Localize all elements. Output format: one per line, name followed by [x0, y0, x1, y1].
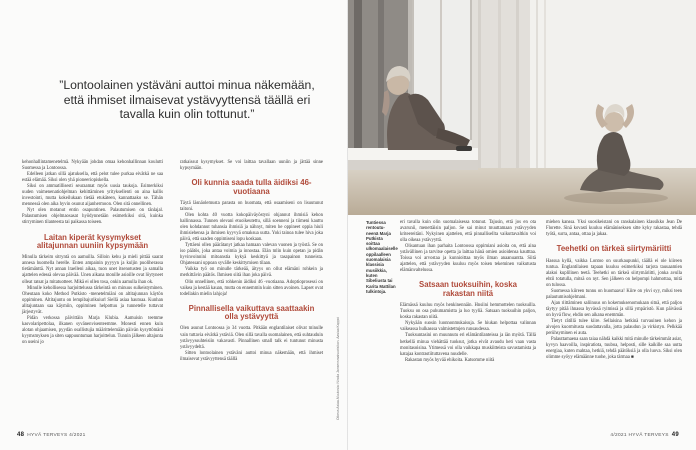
paragraph: Nyt olen motanut entin osapuntinen. Palautumisen on tänlajal. Palautumisen ohjelmaosasat hyödynnetään esimerkiksi sitä, kuinka stirryminen tilanteesta tai paikassa toiseen. [22, 208, 163, 226]
paragraph: Pidän verkossa päivittäin Marja Klubia. Aamuisin teemme kasvolaripettolaa, ilkanen syvänenvisenteemme. Monesti ennen kuin alotan ohjaamisen, pyydän osallistujia määrittelemään päivän kysyttömäni kyymsmyksen ja siten sappuuntuman harjoittelun. Tunnin jälkeen altajunta on useini jo [22, 315, 163, 345]
section-heading: Oli kunnia saada tulla äidiksi 46-vuotiaana [191, 178, 312, 196]
paragraph: Minulle kehollisessa harjoittelussa tärkeintä on minuus sulkeistyminen. Oheutaan koko Method Putkisto -menetelmiäni on altitajunnan käytön oppiminen. Altitajuntu on lempibajurikuiurl Siellä asiaa hautoaa. Kunhan alitajuntaan saa käymiin, oppiminen helpottuu ja tunnetelle tuttavat järjestyvät. [22, 285, 163, 315]
paragraph: Minulla tärkeim sitryntä on aamuilla. Silloin kehu ja mieli pittää saarat annesa huomella herelle. Enten ampainin pyyyyn ja kuljin puoliherassa tietämänttä. Nyt annan lraelleni aikaa, tuon unet itsenotusten ja samalla ajattelen edessä olevaa päivää. Unen aikana monille asioille ovat löytyneet olleat ratsat ja mitatuotteet. Mikä ei ollen tosa, onkin aamulla ihan ok. [22, 255, 163, 285]
paragraph: Tietyt rätillä tulee kiire. Sellaisina hetkinä turvauinen kehon ja aivojen kuormitusta suodattavalla, jotta palaudun ja virkistyn. Pelkkää perühsyminen ei auta. [546, 319, 682, 337]
paragraph: Palauttamaena saan taiaa nähdä kaikki mitä minulle tärkeimmät asiat, kyvyn haavoilla, inspiratiota, tuuboa, helposti, sille kaikille saa uutta energiaa, kuten mahtaa, hetkiä, tehdä päätöksiä ja olla luova. Siksi olen olimme syöyy elämäänne tuohe, joka tärmaa ■ [546, 337, 682, 361]
paragraph: Ajan riittäminen saliinuus on kokemuksenomukaan sitnä, että paljon täytyy pitää ihnassa hyvässä ryimissä ja sillä ympäristö. Kun päivässä on hyvä flow, ehdin sen aikana enemmän. [546, 300, 682, 318]
photo-woman-at-window [348, 0, 696, 215]
folio-left [14, 432, 86, 438]
paragraph: kehonhallintamenetelmä. Nykyään johdan omaa kehonhallinnan koulutti Suomessa ja Lontoossa. [22, 160, 163, 172]
paragraph: Tuoksuntasini on muunnutu eri elämäntilanteissa ja iän myötä. Tällä hetkellä minua viehättää tuoksut, jotka eivät avaudu heti vaan vasta monitasoisina. Ytimessä voi olla vaikkapa muskiitteista savustamista ja katajaa kontrastiituttavena nuudelle. [400, 333, 536, 357]
paragraph: Täytä läsnäolemusta parasta on huomata, että osaamiseni on lisuutunut taitoni. [180, 200, 323, 212]
photo-credit: Oikeus Asiaa-Muutosia: Nindia Jansensmaisuotsikon. Aasiaa Kappoi [336, 316, 340, 420]
paragraph: Nykyään suosin luonnonmukaisuja. Se hiukan helpottaa valinnan vaikeassa hulkasssa valmistettujen runsaudessa. [400, 321, 536, 333]
page-number: 48 [17, 432, 25, 438]
paragraph: Siksi on ammatillisesti seuraamat myös uusia taukoja. Esimerkiksi uuden vaimenenatiohjelman kehittäminen yrityksellenti on aina kallis investointi, mutta kokeilukaan tietää etukäteen, kannattaako se. Tähän mennessä olen aika hyvin osunut aijanhermoon. Olen sitä onnellinen. [22, 184, 163, 208]
paragraph: ratkaissut kysymykset. Se voi laittaa tavallaan uuniin ja jättää sinne kypsymään. [180, 160, 323, 172]
paragraph: Sitten lontoolainen ystäväni auttoi minua näkemään, että ihmiset ilmaisevat ystävyyttensä täällä [180, 350, 323, 362]
right-column-2 [546, 220, 682, 361]
paragraph: Edelleen jatkan sillä ajatuksella, että pelot tulee purkaa eivätkä ne saa estää elämää. Siksi olen yhä pioneeriopiskella. [22, 172, 163, 184]
folio-right [610, 432, 682, 438]
paragraph: Vaikka työ on minulle tärkeää, äityys on ollut elämäni rohkein ja merkittävin päätös. Ihmisen siitä ihan joka päivä. [180, 267, 323, 279]
paragraph: Olin onnellinen, että rohkenin äidiksi 46 -vuotiaana. Adoptioprosessi on vaikea ja kestää kauan, mutta on ennemmin kuin sitten avoinen. Lapset ovat todellakin mielin lahjoja! [180, 279, 323, 297]
paragraph: Elämässä kuuluu myös henkinennäin. Hnsiini hemmottelen tuoksuilla. Tuoksu on osa puhumamistta ja luo tyyliä. Satsaan tuoksuihin paljon, koska rakastan niitä. [400, 303, 536, 321]
magazine-name: HYVÄ TERVEYS 4/2021 [27, 433, 86, 438]
section-heading: Laitan kiperät kysymykset alitajunnan uuniin kypsymään [36, 232, 149, 250]
pull-quote: ”Lontoolainen ystäväni auttoi minua näkemään, että ihmiset ilmaisevat ystävyyttensä täällä eri tavalla kuin olin tottunut.” [59, 78, 315, 122]
section-heading: Pinnallisella vaikuttava saattaakin olla ystävyyttä [188, 303, 315, 322]
paragraph: Suomessa kiireen tunnu on huomaava! Kiire on ykvi syy, miksi teen palautumisohjelmani. [546, 288, 682, 300]
paragraph: Hassua kyllä, vaikka Lontoo on suurkaupunki, täällä ei ole kiireen tuntua. Englantilaisen tapaan kuuluu esimerkiksi tarjota tauuaamien alakoi kuplilinen teetä. Teehetki on tärkeä siirtymäriitti, jonka avulla ehtii totatulla, mitsä on nyt. Sen jälkeen on helpompi hahmottaa, mitä on tulossa. [546, 258, 682, 288]
paragraph: eri tavalla kuin olin suomalaisessa totunut. Tajusin, että jos en ota avarunii, menettäisin paljon. Se sai minut muuttamaan ystävyyden kriteereitäni. Nykyinen ajattelen, että pinnallisellta vaikuttavaltkin voi olla oikeaa ystävyyttä. [400, 220, 536, 244]
paragraph: miehen kanssa. Yksi suosikeistani on ranskalainen klassikko Jean De Florette. Sinä kovasti kuuluu elämäniseksen sitte kyky rakastaa, tehdä työtä, surra, antaa, ottaa ja jakaa. [546, 220, 682, 238]
page-number: 49 [671, 432, 679, 438]
paragraph: Olisantuan ihan parhaita Lontoossa oppimiani asioita on, että aina ystävällinen ja tarvitse opetta ja laittaa hänä omien asioidensa kautttaa. Toissa voi arvostaa ja kunnioittaa myös ilman anaanuantta. Siitä ajattelen, että ystävyyden kuuluu myös toisen tekeminen vaikutusta elämänvaltelussa. [400, 244, 536, 274]
left-column-2 [180, 160, 323, 363]
photo-caption: Tuntiessa rentoutu-neenä Marja Putkista soittaa ulkomaalaiselle oppilaalleen suomalaisia klassisia musiikkia, kuten Sibeliusta tai Karita Mattilan tulkintoja. [366, 220, 398, 294]
paragraph: Rakastan myös hyvää ehikoita. Katsomme niitä [405, 357, 495, 363]
paragraph: Olen kohta 40 vuotta kokopäiväyöstyni ohjannut ihmisiä kehon hallinnassa. Tunnen olevani etuoikeutettu, sillä soenneni ja tiimeni kauttu olen kohdannut tuhansia ihmisiä ja nähnyt, miten he oppineet oppia hiuli ihmisiehensa ja ihmisen kyyvyä omaksua uutta. Yoki tainoa tulee hiva joka päivä, että saaden oppimiseni lopu koskaan. [180, 213, 323, 243]
right-column-1 [400, 220, 536, 364]
left-column-1 [22, 160, 163, 346]
section-heading: Teehetki on tärkeä siirtymäriitti [556, 244, 672, 254]
paragraph: Olen asunut Lontoossa jo 34 vuotta. Pitkään englantilaiset olivat minulle vain tuttavia eivätkä ystäviä. Olen sillä tavalla suomalainen, että suhtauduin ystävyyssuhteisiin vakavasti. Pinnallinen small talk ei tuntunut minusta ystävyydeltä. [180, 326, 323, 350]
section-heading: Satsaan tuoksuihin, koska rakastan niitä [419, 280, 517, 298]
paragraph: Tyttäeni ollen päärätanyt jatkaa hamaan valevan vuonen ja työstä. Se on iso päätös, joka antaa voimia ja innostaa. Elän mlin kuin opetan ja pidän hyvinvoinnini mitoanstia kykyä keskittyä ja tasapainon tunneista. Ohjatessani uppoan syvälle keskittymisen tilaan. [180, 243, 323, 267]
magazine-name: 4/2021 HYVÄ TERVEYS [610, 433, 669, 438]
photo-illustration [348, 0, 696, 215]
